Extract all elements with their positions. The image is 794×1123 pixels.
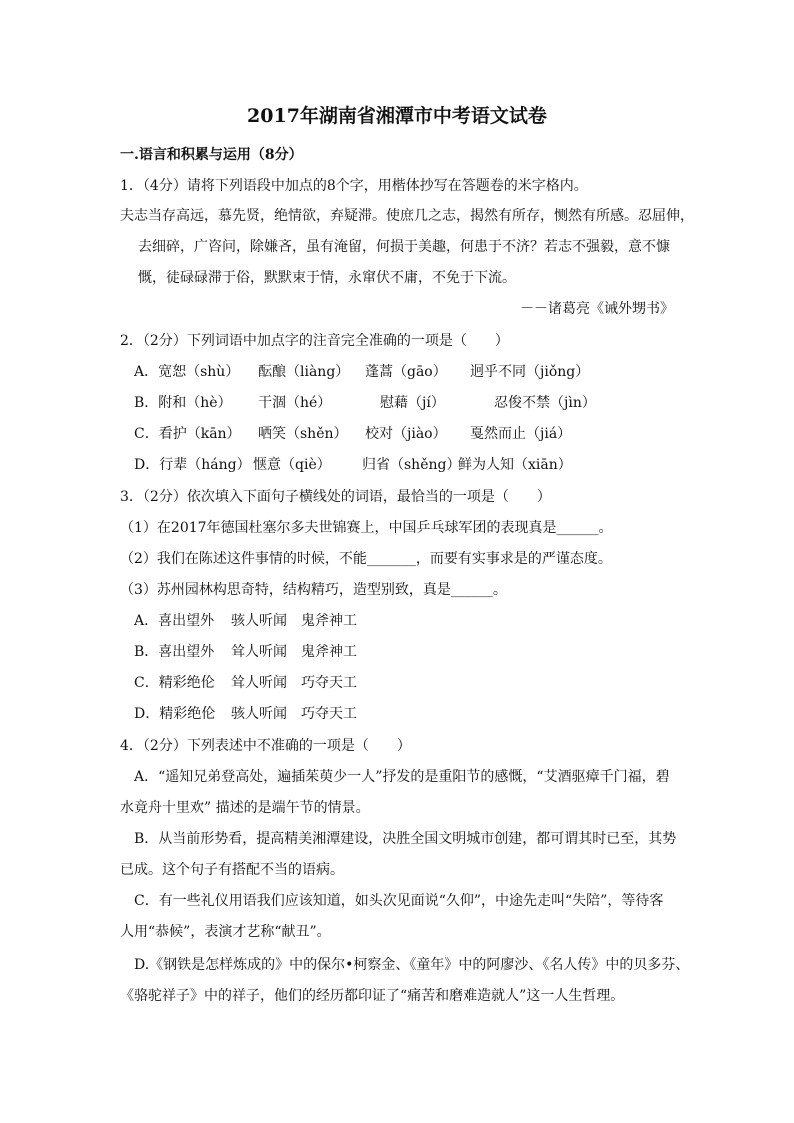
option-line: B．从当前形势看，提高精美湘潭建设，决胜全国文明城市创建，都可谓其时已至，其势 — [134, 831, 677, 847]
question-4-stem: 4．（2分）下列表述中不准确的一项是（ ） — [120, 738, 411, 754]
page-title: 2017年湖南省湘潭市中考语文试卷 — [247, 105, 547, 127]
option-cell: 鬼斧神工 — [301, 613, 357, 629]
option-line: 水竟舟十里欢” 描述的是端午节的情景。 — [120, 800, 370, 816]
option-cell: B．喜出望外 — [134, 644, 215, 660]
passage-line: 去细碎，广咨问，除嫌吝，虽有淹留，何损于美趣，何患于不济？若志不强毅，意不慷 — [138, 239, 670, 255]
option-cell: 骇人听闻 — [231, 613, 287, 629]
option-cell: 忍俊不禁（jìn） — [494, 395, 596, 411]
option-cell: A．宽恕（shù） — [134, 364, 240, 380]
option-cell: 耸人听闻 — [231, 644, 287, 660]
question-2-stem: 2．（2分）下列词语中加点字的注音完全准确的一项是（ ） — [120, 333, 509, 349]
option-line: D.《钢铁是怎样炼成的》中的保尔•柯察金、《童年》中的阿廖沙、《名人传》中的贝多芬、 — [134, 957, 690, 973]
option-line: C．有一些礼仪用语我们应该知道，如头次见面说“久仰”，中途先走叫“失陪”，等待客 — [134, 893, 664, 909]
option-cell: 哂笑（shěn） — [258, 426, 348, 442]
option-cell: D．行辈（háng） — [134, 457, 251, 473]
option-cell: 慰藉（jí） — [380, 395, 445, 411]
option-line: 《骆驼祥子》中的祥子，他们的经历都印证了“痛苦和磨难造就人”这一人生哲理。 — [120, 988, 625, 1004]
option-cell: B．附和（hè） — [134, 395, 232, 411]
option-cell: 蓬蒿（gāo） — [365, 364, 447, 380]
passage-line: 夫志当存高远，慕先贤，绝情欲，弃疑滞。使庶几之志，揭然有所存，恻然有所感。忍屈伸， — [120, 208, 694, 224]
section-heading: 一.语言和积累与运用（8分） — [120, 147, 303, 163]
option-cell: 巧夺天工 — [301, 706, 357, 722]
option-cell: D．精彩绝伦 — [134, 706, 216, 722]
option-cell: 干涸（hé） — [258, 395, 332, 411]
option-cell: C．看护（kān） — [134, 426, 241, 442]
option-cell: 巧夺天工 — [301, 675, 357, 691]
option-cell: 鬼斧神工 — [301, 644, 357, 660]
option-cell: 校对（jiào） — [365, 426, 447, 442]
option-cell: 骇人听闻 — [231, 706, 287, 722]
option-cell: 鲜为人知（xiān） — [458, 457, 572, 473]
option-cell: 惬意（qiè） — [253, 457, 331, 473]
option-cell: A．喜出望外 — [134, 613, 215, 629]
option-line: 已成。这个句子有搭配不当的语病。 — [120, 862, 344, 878]
option-line: 人用“恭候”，表演才艺称“献丑”。 — [120, 924, 331, 940]
passage-source: －－诸葛亮《诫外甥书》 — [520, 301, 674, 317]
passage-line: 慨，徒碌碌滞于俗，默默束于情，永窜伏不庸，不免于下流。 — [138, 270, 516, 286]
question-1-stem: 1．（4分）请将下列语段中加点的8个字，用楷体抄写在答题卷的米字格内。 — [120, 178, 588, 194]
question-sentence: （1）在2017年德国杜塞尔多夫世锦赛上，中国乒乓球军团的表现真是______。 — [120, 520, 613, 536]
option-cell: 耸人听闻 — [231, 675, 287, 691]
question-3-stem: 3．（2分）依次填入下面句子横线处的词语，最恰当的一项是（ ） — [120, 489, 551, 505]
option-cell: 迥乎不同（jiǒng） — [470, 364, 590, 380]
question-sentence: （3）苏州园林构思奇特，结构精巧，造型别致，真是______。 — [120, 582, 507, 598]
option-cell: 酝酿（liàng） — [258, 364, 350, 380]
option-cell: 戛然而止（jiá） — [470, 426, 572, 442]
option-line: A．“遥知兄弟登高处，遍插茱萸少一人”抒发的是重阳节的感慨，“艾酒驱瘴千门福，碧 — [134, 769, 670, 785]
option-cell: 归省（shěng） — [362, 457, 461, 473]
option-cell: C．精彩绝伦 — [134, 675, 215, 691]
question-sentence: （2）我们在陈述这件事情的时候，不能_______，而要有实事求是的严谨态度。 — [120, 551, 612, 567]
